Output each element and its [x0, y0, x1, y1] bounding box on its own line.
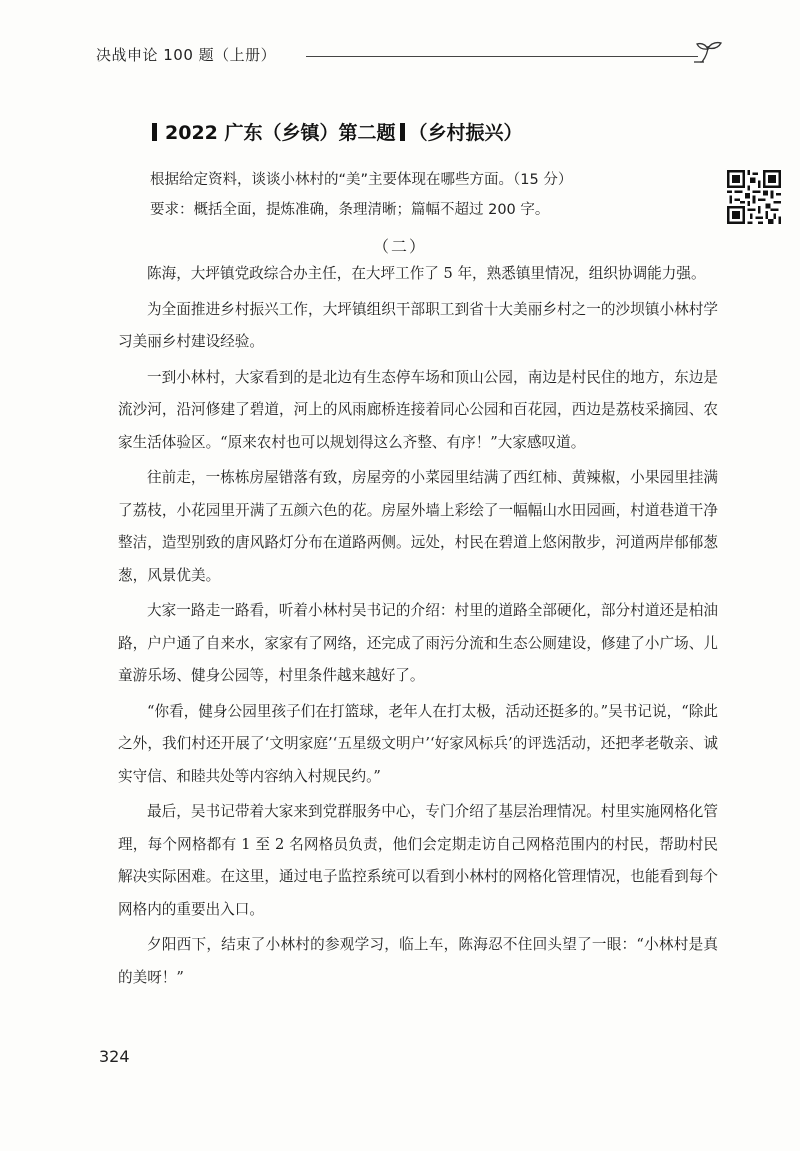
- question-requirement: 要求：概括全面，提炼准确，条理清晰；篇幅不超过 200 字。: [150, 202, 550, 218]
- material-paragraph: 一到小林村，大家看到的是北边有生态停车场和顶山公园，南边是村民住的地方，东边是流沙河，沿河修建了碧道，河上的风雨廊桥连接着同心公园和百花园，西边是荔枝采摘园、农家生活体验区。“原来农村也可以规划得这么齐整、有序！”大家感叹道。: [118, 368, 718, 451]
- page-number: 324: [99, 1047, 130, 1066]
- material-paragraph: 夕阳西下，结束了小林村的参观学习，临上车，陈海忍不住回头望了一眼：“小林村是真的美呀！”: [118, 936, 718, 986]
- material-paragraph: 最后，吴书记带着大家来到党群服务中心，专门介绍了基层治理情况。村里实施网格化管理，每个网格都有 1 至 2 名网格员负责，他们会定期走访自己网格范围内的村民，帮助村民解决实际困难。在这里，通过电子监控系统可以看到小林村的网格化管理情况，也能看到每个网格内的重要出入口。: [118, 803, 718, 918]
- heading-bar-right: [400, 123, 405, 141]
- section-heading: [152, 118, 523, 145]
- material-paragraph: 大家一路走一路看，听着小林村吴书记的介绍：村里的道路全部硬化，部分村道还是柏油路，户户通了自来水，家家有了网络，还完成了雨污分流和生态公厕建设，修建了小广场、儿童游乐场、健身公园等，村里条件越来越好了。: [118, 602, 718, 684]
- material-paragraph: “你看，健身公园里孩子们在打篮球，老年人在打太极，活动还挺多的。”吴书记说，“除此之外，我们村还开展了‘文明家庭’‘五星级文明户’‘好家风标兵’的评选活动，还把孝老敬亲、诚实守信、和睦共处等内容纳入村规民约。”: [118, 702, 718, 785]
- heading-bar-left: [152, 123, 157, 141]
- header-rule: [306, 56, 698, 57]
- section-tag: （乡村振兴）: [408, 122, 523, 144]
- material-part-label: （二）: [372, 237, 427, 256]
- question-prompt: 根据给定资料，谈谈小林村的“美”主要体现在哪些方面。（15 分）: [150, 172, 573, 188]
- material-paragraph: 往前走，一栋栋房屋错落有致，房屋旁的小菜园里结满了西红柿、黄辣椒，小果园里挂满了荔枝，小花园里开满了五颜六色的花。房屋外墙上彩绘了一幅幅山水田园画，村道巷道干净整洁，造型别致的唐风路灯分布在道路两侧。远处，村民在碧道上悠闲散步，河道两岸郁郁葱葱，风景优美。: [118, 469, 718, 584]
- sprout-icon: [694, 40, 724, 66]
- question-block: [150, 165, 710, 225]
- material-text: [118, 258, 718, 994]
- material-paragraph: 为全面推进乡村振兴工作，大坪镇组织干部职工到省十大美丽乡村之一的沙坝镇小林村学习美丽乡村建设经验。: [118, 300, 718, 350]
- running-header: [96, 40, 726, 70]
- book-title: 决战申论 100 题（上册）: [96, 46, 277, 64]
- material-paragraph: 陈海，大坪镇党政综合办主任，在大坪工作了 5 年，熟悉镇里情况，组织协调能力强。: [147, 265, 706, 282]
- qr-code-icon: [727, 170, 781, 224]
- section-heading-text: 2022 广东（乡镇）第二题: [165, 122, 396, 144]
